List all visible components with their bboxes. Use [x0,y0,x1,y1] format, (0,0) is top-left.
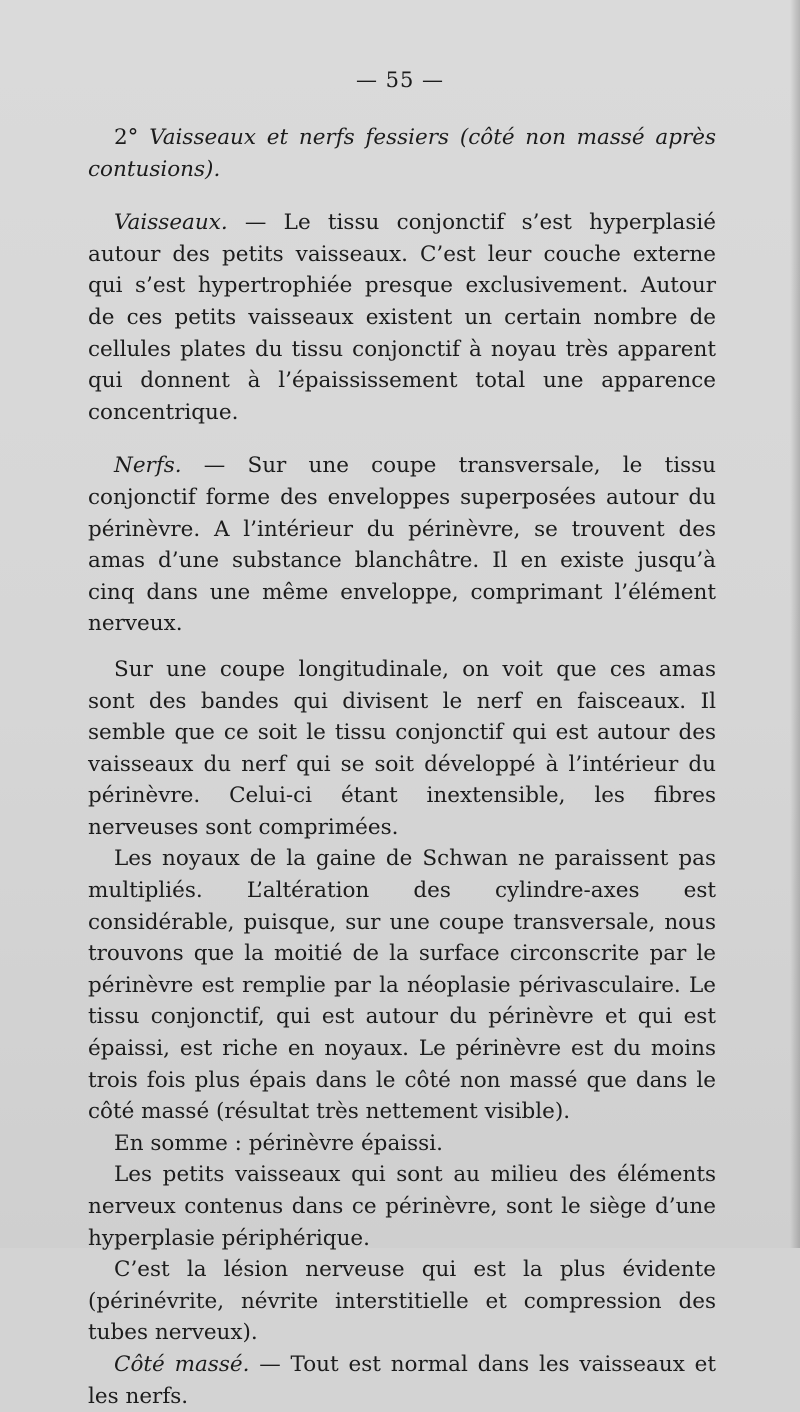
paragraph-cote-masse [88,1349,716,1412]
paragraph-nerfs [88,450,716,640]
paragraph-lesion-nerveuse [88,1254,716,1349]
paragraph-lead: Nerfs. [114,453,182,479]
section-heading-text: Vaisseaux et nerfs fessiers (côté non massé après contusions). [88,125,717,182]
paragraph-petits-vaisseaux [88,1159,716,1254]
paragraph-text: — Tout est normal dans les vaisseaux et les nerfs. [88,1351,716,1409]
paragraph-lead: Vaisseaux. [114,210,228,236]
paragraph-text: Sur une coupe longitudinale, on voit que ces amas sont des bandes qui divisent le nerf en faisceaux. Il semble que ce soit le tissu conjonctif qui est autour des vaisseaux du nerf qui se soit développé à l’intérieur du périnèvre. Celui-ci étant inextensible, les fibres nerveuses sont comprimées. [88,656,716,840]
paragraph-text: Les noyaux de la gaine de Schwan ne paraissent pas multipliés. L’altération des cylindre-axes est considérable, puisque, sur une coupe transversale, nous trouvons que la moitié de la surface circonscrite par le périnèvre est remplie par la néoplasie périvasculaire. Le tissu conjonctif, qui est autour du périnèvre et qui est épaissi, est riche en noyaux. Le périnèvre est du moins trois fois plus épais dans le côté non massé que dans le côté massé (résultat très nettement visible). [88,846,716,1125]
paragraph-text: — Le tissu conjonctif s’est hyperplasié autour des petits vaisseaux. C’est leur couche externe qui s’est hypertrophiée presque exclusivement. Autour de ces petits vaisseaux existent un certain nombre de cellules plates du tissu conjonctif à noyau très apparent qui donnent à l’épaississement total une apparence concentrique. [88,210,716,425]
paragraph-noyaux [88,843,716,1127]
paragraph-vaisseaux [88,207,716,428]
paragraph-text: — Sur une coupe transversale, le tissu conjonctif forme des enveloppes superposées autour du périnèvre. A l’intérieur du périnèvre, se trouvent des amas d’une substance blanchâtre. Il en existe jusqu’à cinq dans une même enveloppe, comprimant l’élément nerveux. [88,453,716,637]
page-edge-shadow [790,0,800,1248]
section-heading [88,122,716,185]
paragraph-text: En somme : périnèvre épaissi. [114,1130,443,1156]
paragraph-text: Les petits vaisseaux qui sont au milieu des éléments nerveux contenus dans ce périnèvre, sont le siège d’une hyperplasie périphérique. [88,1162,716,1251]
page-number: — 55 — [355,68,445,92]
section-number: 2° [114,125,139,150]
paragraph-lead: Côté massé. [114,1351,250,1377]
paragraph-text: C’est la lésion nerveuse qui est la plus évidente (périnévrite, névrite interstitielle et compression des tubes nerveux). [88,1257,716,1346]
paragraph-coupe-longitudinale [88,654,716,844]
paragraph-en-somme [88,1128,716,1160]
page-body [88,122,716,1412]
